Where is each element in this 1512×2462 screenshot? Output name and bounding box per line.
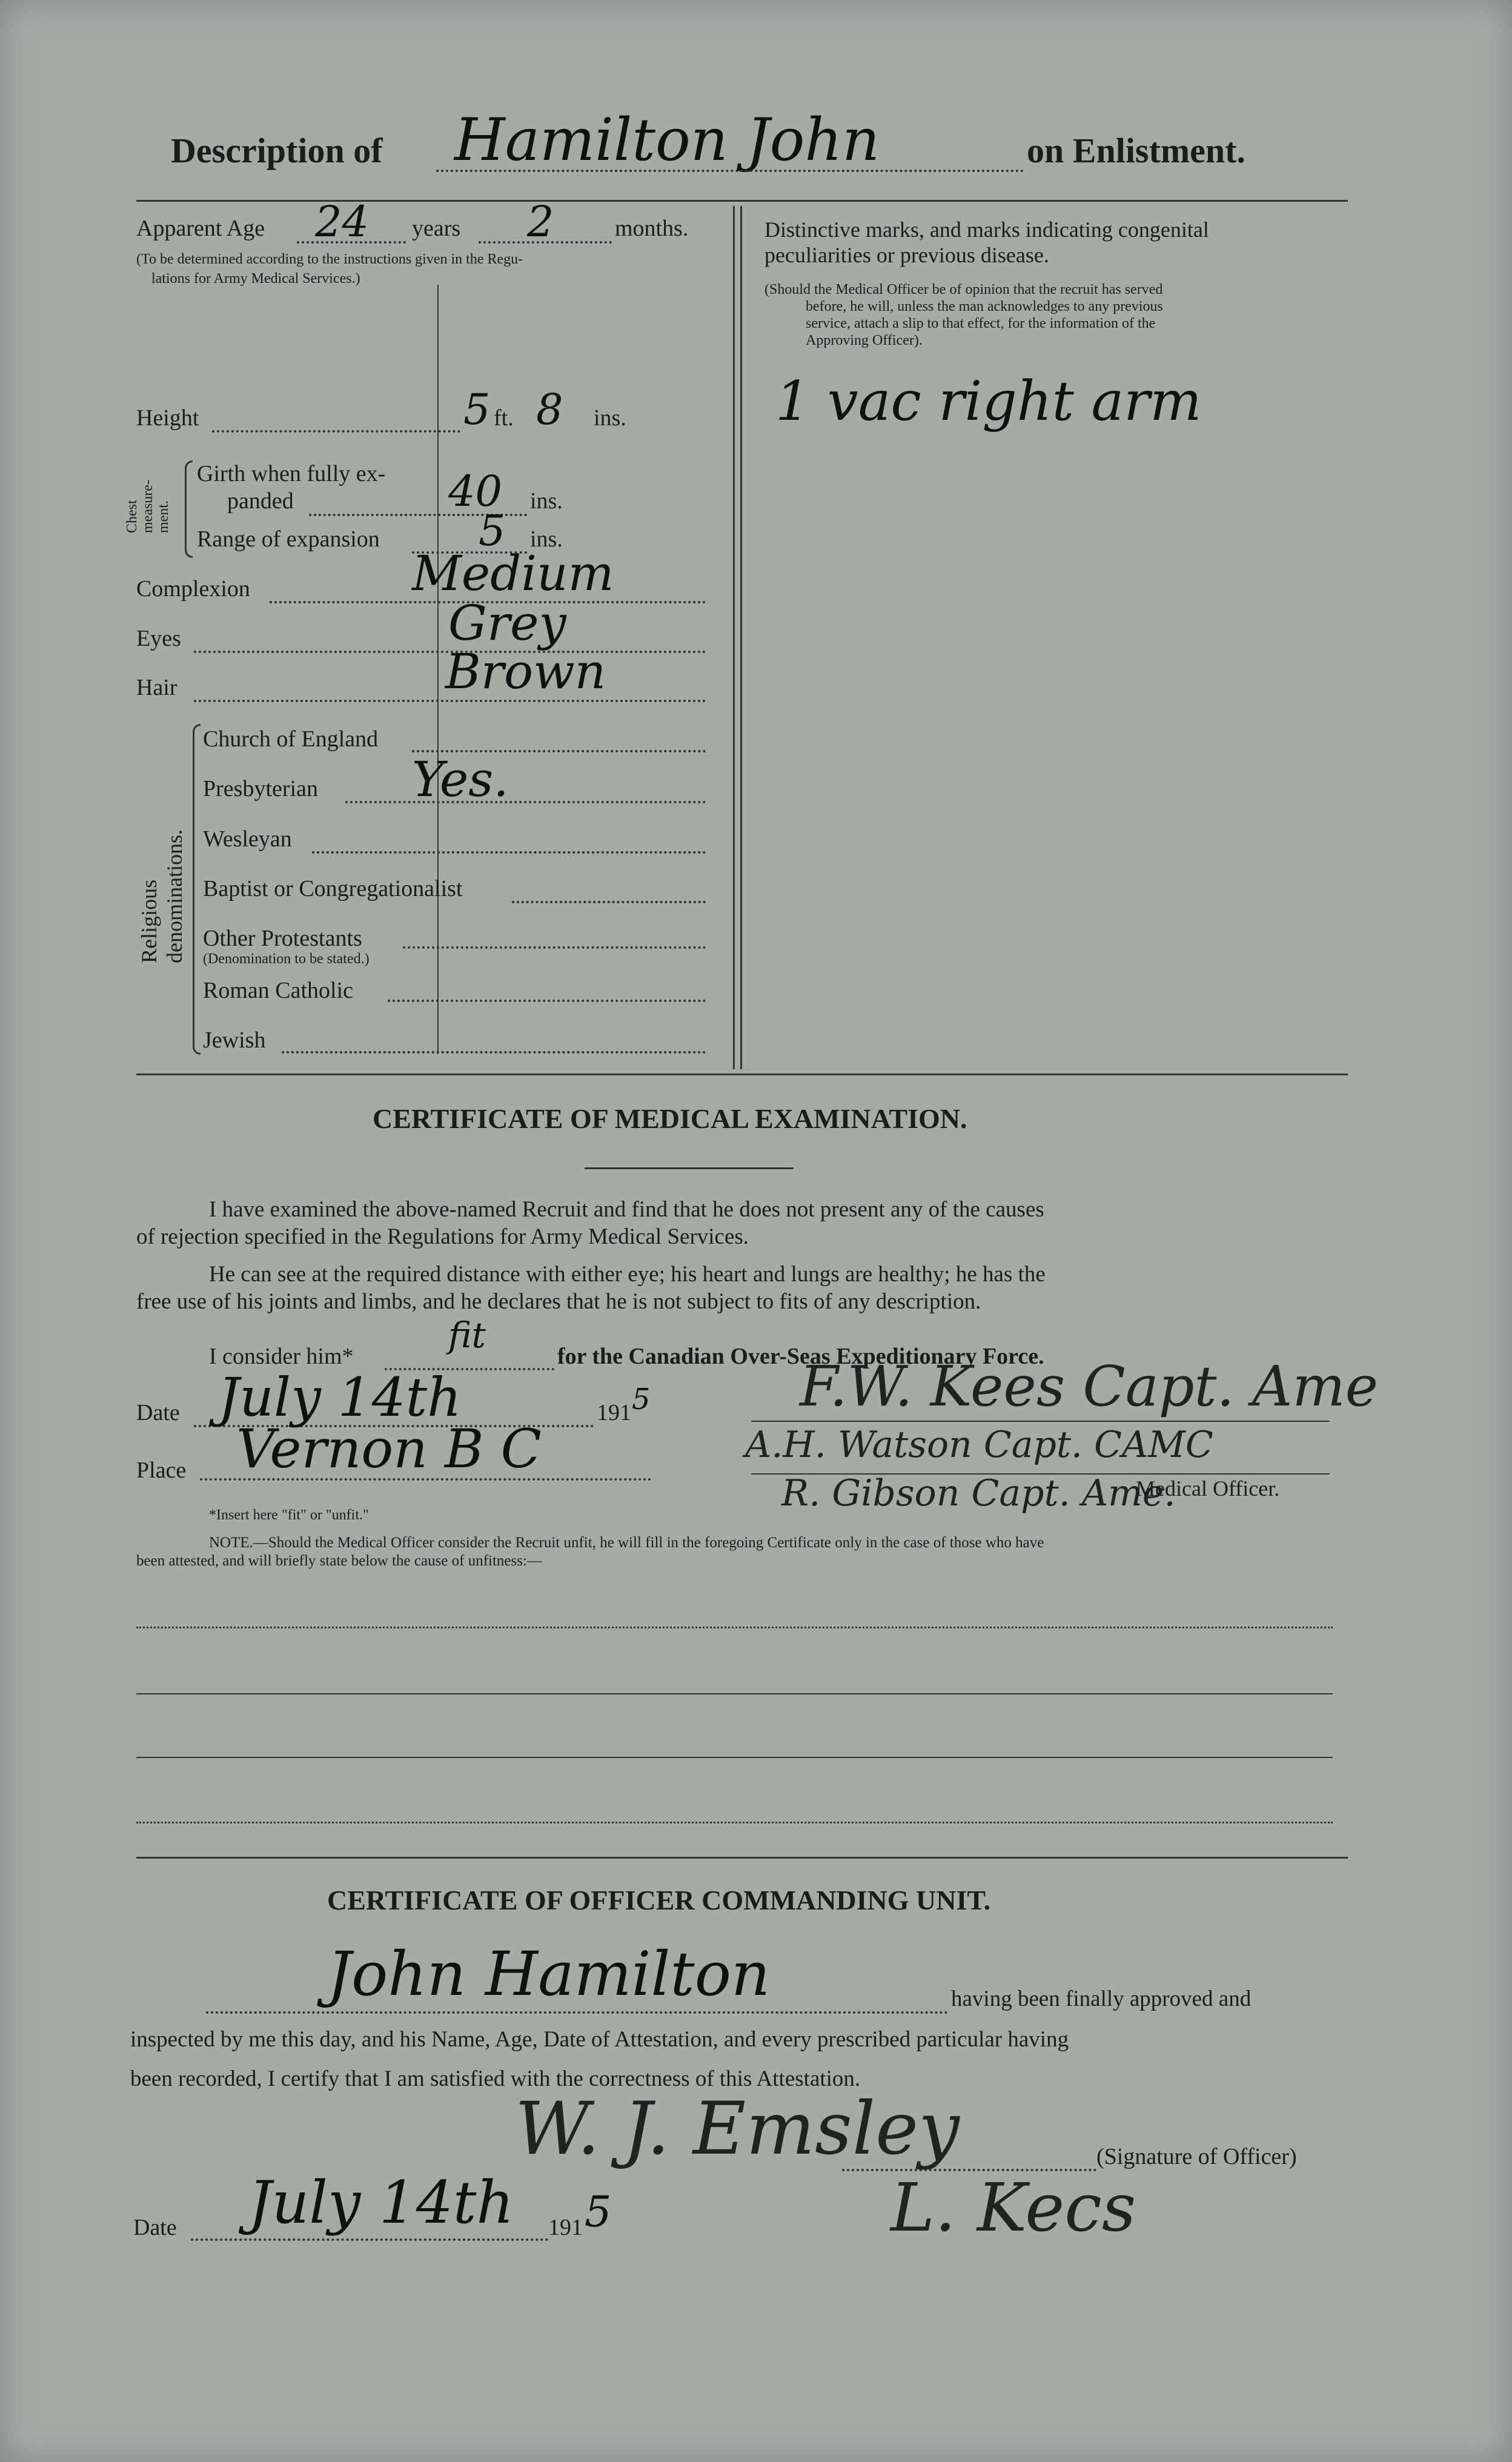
range-label: Range of expansion [197,526,380,552]
unfit-line-3 [136,1757,1333,1758]
unfit-note-1: NOTE.—Should the Medical Officer consider the Recruit unfit, he will fill in the foregoing Certificate only in the case of those who have [209,1535,1044,1551]
inner-divider [437,285,439,1054]
year-prefix-medical: 191 [597,1400,631,1425]
medical-para1-line2: of rejection specified in the Regulations for Army Medical Services. [136,1224,749,1249]
hair-value: Brown [445,643,606,700]
presbyterian-value: Yes. [412,751,509,808]
religious-label-2: denominations. [162,829,187,963]
medical-signature-3: R. Gibson Capt. Ame. [781,1472,1176,1515]
chest-label-3: ment. [156,500,171,533]
commanding-name-line [206,2011,948,2014]
consider-label: I consider him* [209,1344,354,1369]
column-divider [733,206,735,1069]
presbyterian-line [345,801,706,803]
age-note-2: lations for Army Medical Services.) [151,271,360,287]
jewish-line [282,1051,706,1053]
marks-note-2: before, he will, unless the man acknowledges to any previous [806,299,1163,314]
unfit-note-2: been attested, and will briefly state below the cause of unfitness:— [136,1553,542,1569]
medical-title: CERTIFICATE OF MEDICAL EXAMINATION. [373,1103,967,1134]
commanding-date-line [191,2238,548,2241]
other-protestants-label: Other Protestants [203,926,362,951]
header-name-line [436,170,1024,172]
section-rule-2 [136,1857,1348,1859]
ft-label: ft. [494,405,514,431]
wesleyan-label: Wesleyan [203,826,292,852]
medical-para2-line1: He can see at the required distance with either eye; his heart and lungs are healthy; he has the [209,1262,1046,1287]
date-label-medical: Date [136,1400,180,1425]
medical-officer-label: Medical Officer. [1136,1476,1280,1501]
commanding-year-value: 5 [585,2187,612,2237]
baptist-line [512,901,706,903]
wesleyan-line [312,851,706,854]
complexion-label: Complexion [136,576,250,602]
ins-label-range: ins. [530,526,563,552]
date-value-medical: July 14th [218,1366,462,1428]
age-months-value: 2 [527,197,554,247]
chest-label-1: Chest [124,500,140,533]
age-note-1: (To be determined according to the instructions given in the Regu- [136,251,523,267]
unfit-line-4 [136,1822,1333,1823]
medical-signature-2: A.H. Watson Capt. CAMC [745,1424,1213,1466]
place-value: Vernon B C [236,1418,542,1480]
chest-label [124,480,171,533]
jewish-label: Jewish [203,1027,266,1053]
medical-title-rule [585,1167,794,1169]
commanding-line3: been recorded, I certify that I am satisfied with the correctness of this Attestation. [130,2066,861,2091]
girth-label-2: panded [227,488,294,514]
ins-label-girth: ins. [530,488,563,514]
signature-of-officer-label: (Signature of Officer) [1096,2144,1297,2169]
commanding-signature: W. J. Emsley [515,2087,960,2171]
column-divider-2 [740,206,742,1069]
presbyterian-label: Presbyterian [203,776,318,801]
year-value-medical: 5 [632,1382,651,1416]
marks-note-1: (Should the Medical Officer be of opinion that the recruit has served [764,282,1163,297]
baptist-label: Baptist or Congregationalist [203,876,463,901]
height-line [212,430,460,433]
height-label: Height [136,405,199,431]
unfit-line-2 [136,1693,1333,1694]
years-label: years [412,216,461,241]
age-years-value: 24 [315,197,370,247]
religious-label [136,829,187,963]
commanding-extra-signature: L. Kecs [890,2169,1136,2246]
hair-label: Hair [136,675,177,700]
religion-brace [193,724,201,1055]
apparent-age-label: Apparent Age [136,216,265,241]
medical-para1-line1: I have examined the above-named Recruit and find that he does not present any of the causes [209,1197,1044,1222]
marks-title-2: peculiarities or previous disease. [764,243,1049,267]
chest-brace [185,460,193,558]
eyes-value: Grey [448,595,566,651]
hair-line [194,700,706,702]
complexion-value: Medium [412,545,614,602]
medical-signature-1: F.W. Kees Capt. Ame [800,1354,1379,1419]
height-in-value: 8 [536,385,563,434]
header-name: Hamilton John [454,106,880,174]
force-label: for the Canadian Over-Seas Expeditionary Force. [557,1344,1044,1369]
commanding-name-value: John Hamilton [327,1939,771,2009]
roman-catholic-line [388,1000,706,1002]
header-on-enlistment: on Enlistment. [1027,131,1245,170]
marks-title-1: Distinctive marks, and marks indicating congenital [764,217,1209,242]
marks-value: 1 vac right arm [775,370,1202,433]
consider-value: fit [448,1315,486,1356]
unfit-line-1 [136,1627,1333,1628]
other-protestants-note: (Denomination to be stated.) [203,951,370,967]
insert-note: *Insert here "fit" or "unfit." [209,1507,369,1523]
section-rule-1 [136,1073,1348,1075]
commanding-title: CERTIFICATE OF OFFICER COMMANDING UNIT. [327,1885,991,1916]
religious-label-1: Religious [137,879,161,963]
roman-catholic-label: Roman Catholic [203,978,354,1003]
header-description-of: Description of [171,131,383,170]
girth-value: 40 [448,466,503,516]
church-of-england-label: Church of England [203,726,379,752]
height-ft-value: 5 [463,385,491,434]
commanding-line2: inspected by me this day, and his Name, Age, Date of Attestation, and every prescribed particular having [130,2027,1069,2052]
commanding-date-value: July 14th [248,2169,514,2237]
months-label: months. [615,216,689,241]
signature-line-1 [751,1421,1330,1422]
chest-label-2: measure- [140,480,156,533]
marks-note-4: Approving Officer). [806,333,923,348]
eyes-label: Eyes [136,626,181,651]
girth-label-1: Girth when fully ex- [197,461,386,486]
medical-para2-line2: free use of his joints and limbs, and he declares that he is not subject to fits of any description. [136,1289,981,1314]
range-value: 5 [479,506,506,556]
place-label: Place [136,1458,187,1483]
ins-label-height: ins. [594,405,626,431]
commanding-line1-tail: having been finally approved and [951,1986,1252,2011]
commanding-date-label: Date [133,2215,177,2240]
marks-note-3: service, attach a slip to that effect, for the information of the [806,316,1156,331]
commanding-year-prefix: 191 [548,2215,583,2240]
other-protestants-line [403,946,706,949]
